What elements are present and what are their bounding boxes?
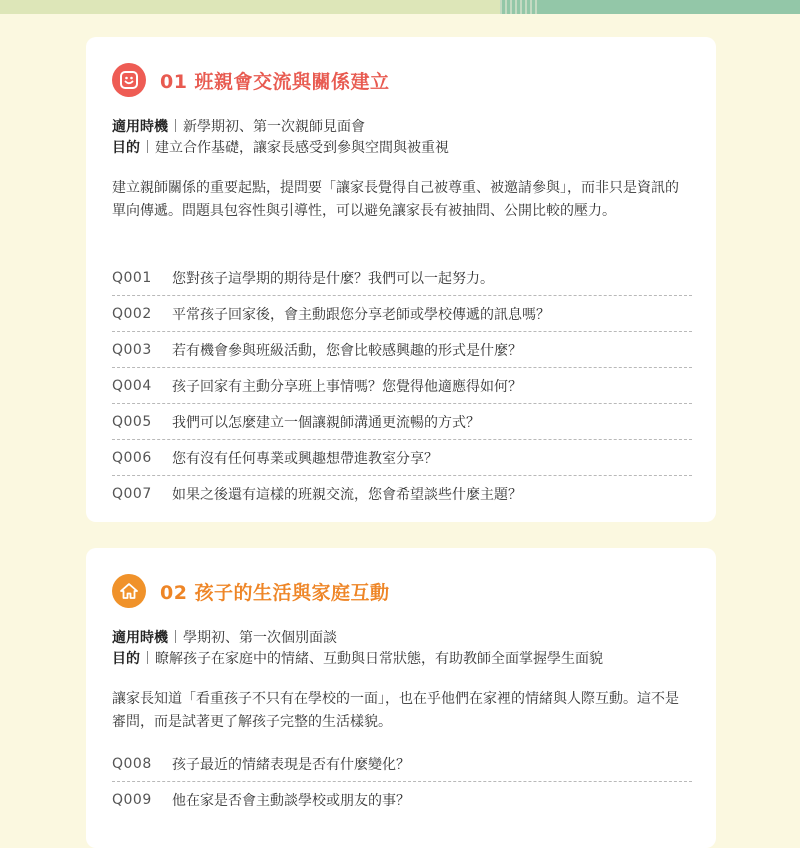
timing-label: 適用時機 [112, 630, 168, 646]
purpose-label: 目的 [112, 140, 140, 156]
section-meta [112, 117, 449, 159]
question-text: 您有沒有任何專業或興趣想帶進教室分享？ [172, 450, 438, 467]
question-text: 若有機會參與班級活動，您會比較感興趣的形式是什麼？ [172, 342, 522, 359]
question-text: 孩子回家有主動分享班上事情嗎？您覺得他適應得如何？ [172, 378, 522, 395]
question-row [112, 332, 692, 368]
timing-row [112, 628, 603, 649]
purpose-value: 瞭解孩子在家庭中的情緒、互動與日常狀態，有助教師全面掌握學生面貌 [155, 651, 603, 667]
timing-row [112, 117, 449, 138]
question-text: 您對孩子這學期的期待是什麼？我們可以一起努力。 [172, 270, 494, 287]
question-id: Q007 [112, 485, 152, 502]
question-text: 如果之後還有這樣的班親交流，您會希望談些什麼主題？ [172, 486, 522, 503]
timing-value: 學期初、第一次個別面談 [183, 630, 337, 646]
purpose-value: 建立合作基礎，讓家長感受到參與空間與被重視 [155, 140, 449, 156]
divider [147, 140, 148, 153]
section-header [112, 574, 390, 608]
question-row [112, 296, 692, 332]
smiley-face-icon [112, 63, 146, 97]
question-id: Q009 [112, 791, 152, 808]
timing-value: 新學期初、第一次親師見面會 [183, 119, 365, 135]
question-id: Q001 [112, 269, 152, 286]
section-description: 建立親師關係的重要起點，提問要「讓家長覺得自己被尊重、被邀請參與」，而非只是資訊的單向傳遞。問題具包容性與引導性，可以避免讓家長有被抽問、公開比較的壓力。 [112, 180, 679, 219]
banner-illustration [500, 0, 800, 14]
question-id: Q008 [112, 755, 152, 772]
top-banner [0, 0, 800, 14]
question-id: Q004 [112, 377, 152, 394]
section-meta [112, 628, 603, 670]
section-header [112, 63, 390, 97]
question-id: Q006 [112, 449, 152, 466]
question-row [112, 260, 692, 296]
purpose-row [112, 649, 603, 670]
question-row [112, 440, 692, 476]
question-list [112, 746, 692, 817]
question-row [112, 476, 692, 511]
divider [147, 651, 148, 664]
question-text: 我們可以怎麼建立一個讓親師溝通更流暢的方式？ [172, 414, 480, 431]
section-description: 讓家長知道「看重孩子不只有在學校的一面」，也在乎他們在家裡的情緒與人際互動。這不是審問，而是試著更了解孩子完整的生活樣貌。 [112, 691, 679, 730]
question-id: Q003 [112, 341, 152, 358]
question-row [112, 404, 692, 440]
purpose-label: 目的 [112, 651, 140, 667]
divider [175, 119, 176, 132]
question-text: 他在家是否會主動談學校或朋友的事？ [172, 792, 410, 809]
section-card-2 [86, 548, 716, 848]
question-id: Q005 [112, 413, 152, 430]
question-text: 孩子最近的情緒表現是否有什麼變化？ [172, 756, 410, 773]
section-card-1 [86, 37, 716, 522]
question-row [112, 746, 692, 782]
divider [175, 630, 176, 643]
purpose-row [112, 138, 449, 159]
house-icon [112, 574, 146, 608]
question-text: 平常孩子回家後，會主動跟您分享老師或學校傳遞的訊息嗎？ [172, 306, 550, 323]
question-list [112, 260, 692, 511]
timing-label: 適用時機 [112, 119, 168, 135]
section-title: 02 孩子的生活與家庭互動 [160, 581, 390, 604]
question-row [112, 368, 692, 404]
question-id: Q002 [112, 305, 152, 322]
section-title: 01 班親會交流與關係建立 [160, 70, 390, 93]
